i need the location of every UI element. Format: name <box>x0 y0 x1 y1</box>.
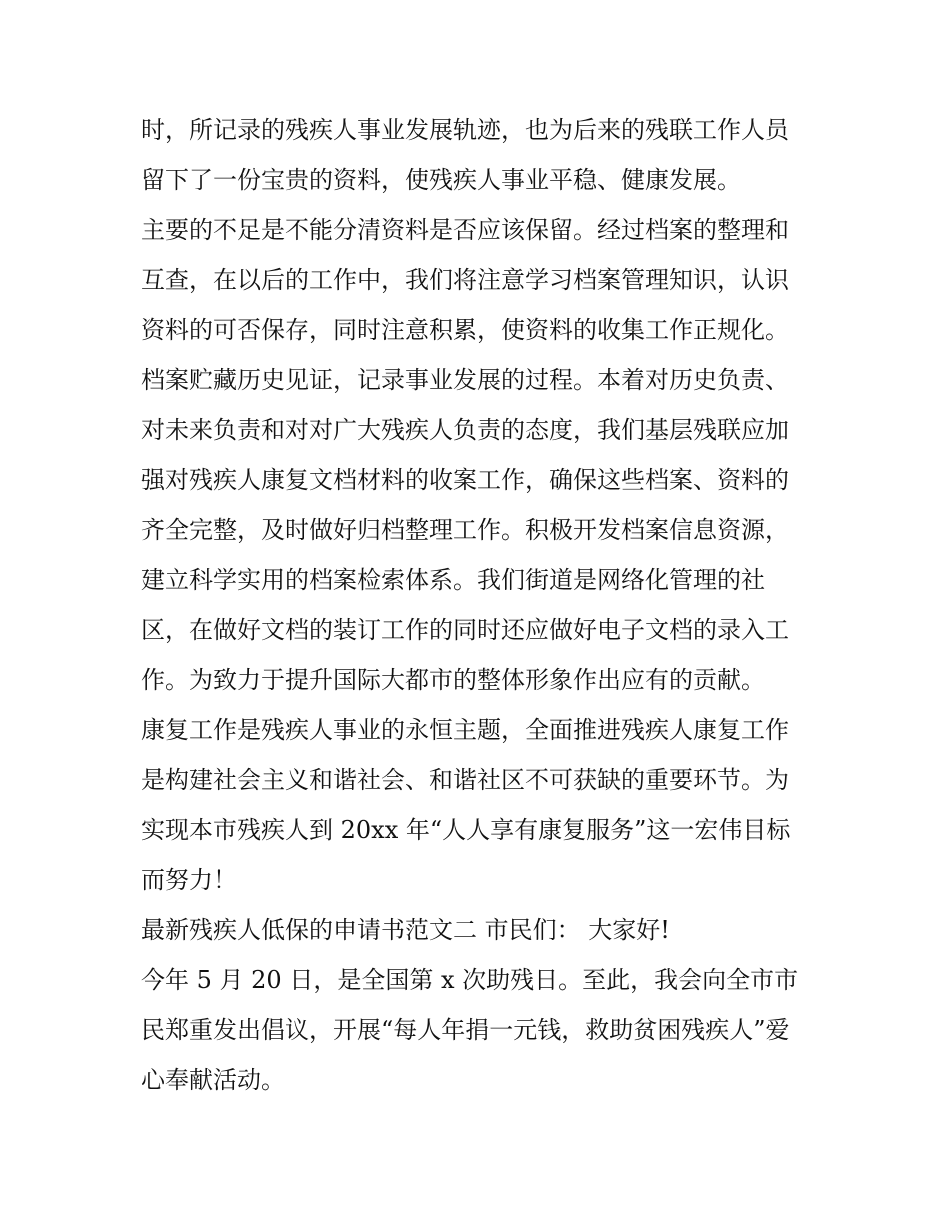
text-line: 实现本市残疾人到 20xx 年“人人享有康复服务”这一宏伟目标 <box>141 816 791 844</box>
text-line: 强对残疾人康复文档材料的收案工作，确保这些档案、资料的 <box>141 466 789 494</box>
text-line: 留下了一份宝贵的资料，使残疾人事业平稳、健康发展。 <box>141 166 741 194</box>
section-heading: 最新残疾人低保的申请书范文二 市民们： 大家好! <box>141 916 670 944</box>
text-line: 齐全完整，及时做好归档整理工作。积极开发档案信息资源， <box>141 516 789 544</box>
text-line: 康复工作是残疾人事业的永恒主题，全面推进残疾人康复工作 <box>141 716 789 744</box>
text-line: 建立科学实用的档案检索体系。我们街道是网络化管理的社 <box>141 566 765 594</box>
text-line: 互查，在以后的工作中，我们将注意学习档案管理知识，认识 <box>141 266 789 294</box>
text-line: 时，所记录的残疾人事业发展轨迹，也为后来的残联工作人员 <box>141 116 789 144</box>
text-line: 主要的不足是不能分清资料是否应该保留。经过档案的整理和 <box>141 216 789 244</box>
text-line: 今年 5 月 20 日，是全国第 x 次助残日。至此，我会向全市市 <box>141 966 799 994</box>
text-line: 档案贮藏历史见证，记录事业发展的过程。本着对历史负责、 <box>141 366 789 394</box>
text-line: 心奉献活动。 <box>141 1066 285 1094</box>
text-line: 作。为致力于提升国际大都市的整体形象作出应有的贡献。 <box>141 666 765 694</box>
text-line: 资料的可否保存，同时注意积累，使资料的收集工作正规化。 <box>141 316 789 344</box>
text-line: 是构建社会主义和谐社会、和谐社区不可获缺的重要环节。为 <box>141 766 789 794</box>
text-line: 而努力！ <box>141 866 237 894</box>
text-line: 区，在做好文档的装订工作的同时还应做好电子文档的录入工 <box>141 616 789 644</box>
text-line: 民郑重发出倡议，开展“每人年捐一元钱，救助贫困残疾人”爱 <box>141 1016 790 1044</box>
text-line: 对未来负责和对对广大残疾人负责的态度，我们基层残联应加 <box>141 416 789 444</box>
